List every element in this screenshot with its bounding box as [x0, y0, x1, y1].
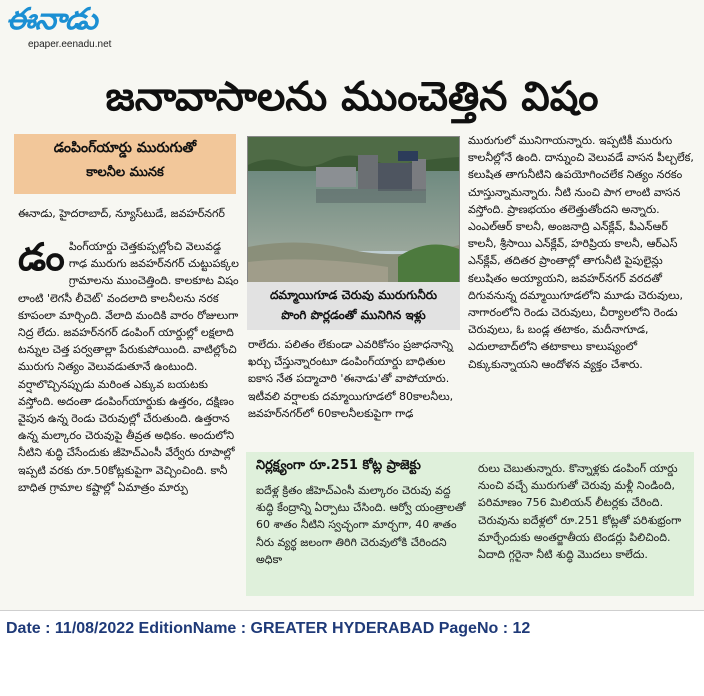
right-column-text: మురుగులో మునిగాయన్నారు. ఇప్పటికీ మురుగు కాలనీల్లోనే ఉంది. దాన్నుంచి వెలువడే వాసన పీల్చలేక, కలుషిత తాగునీటిని ఉపయోగించలేక నిత్యం నరకం చూస్తున్నామన్నారు. నీటి నుంచి పాగ లాంటి వాసన వస్తోంది. ప్రాణభయం తలెత్తుతోందని అన్నారు. ఎంఎల్‌ఆర్‌ కాలనీ, అంజనాద్రి ఎన్‌క్లేవ్‌, పీఎన్‌ఆర్‌ కాలనీ, శ్రీసాయి ఎన్‌క్లేవ్‌, హరిప్రియ కాలనీ, ఆర్‌ఎస్‌ ఎన్‌క్లేవ్‌, తదితర ప్రాంతాల్లో తాగునీటి పైపులైన్లు కలుషితం అయ్యాయని, జవహర్‌నగర్‌ వరదతో దిగువనున్న దమ్మాయిగూడలోని మూడు చెరువులు, నాగారంలోని రెండు చెరువులు, చీర్యాలలోని రెండు చెరువులు, ఓ బండ్ల తటాకం, మదీనాగూడ, ఎదులాబాద్‌లోని తటాకాలు కాలుష్యంలో చిక్కుకున్నాయని ఆందోళన వ్యక్తం చేశారు. — [468, 134, 694, 371]
boxed-story — [246, 452, 694, 596]
boxed-story-right-paragraph: రులు చెబుతున్నారు. కొన్నాళ్లకు డంపింగ్‌ యార్డు నుంచి వచ్చే మురుగుతో చెరువు మళ్లీ నిండింది, పరిమాణం 756 మిలియన్‌ లీటర్లకు చేరింది. చెరువును ఐదేళ్లలో రూ.251 కోట్లతో పరిశుభ్రంగా మార్చేందుకు అంతర్జాతీయ టెండర్లు పిలిచింది. ఏదాది గ్గరైనా నీటి శుద్ధి మొదలు కాలేదు. — [478, 462, 682, 562]
sub-heading-line2: కాలనీల మునక — [86, 165, 164, 180]
boxed-story-left-paragraph: ఐదేళ్ల క్రితం జీహెచ్‌ఎంసీ మల్కారం చెరువు వద్ద శుద్ధి కేంద్రాన్ని ఏర్పాటు చేసింది. ఆర్వో యంత్రాలతో 60 శాతం నీటిని స్వచ్ఛంగా మార్చగా, 40 శాతం నీరు వ్యర్థ జలంగా తిరిగి చెరువులోకి చేరిందని అధికా — [256, 484, 466, 566]
left-column-text: పింగ్‌యార్డు చెత్తకుప్పల్లోంచి వెలువడ్డ గాఢ మురుగు జవహర్‌నగర్‌ చుట్టుపక్కల గ్రామాలను ముంచెత్తింది. కాలకూట విషం లాంటి 'లెగసీ లీచెట్‌' వందలాది కాలనీలను నరక కూపంలా మార్చింది. వేలాది మందికి వారం రోజులుగా నిద్ర లేదు. జవహర్‌నగర్‌ డంపింగ్‌ యార్డుల్లో లక్షలాది టన్నుల చెత్త పర్వతాల్లా పేరుకుపోయింది. వాటిల్లోంచి మురుగు నిత్యం వెలువడుతూనే ఉంటుంది. వర్షాలొచ్చినప్పుడు మరింత ఎక్కువ బయటకు వస్తోంది. అదంతా డంపింగ్‌యార్డుకు ఉత్తరం, దక్షిణం వైపున ఉన్న రెండు చెరువుల్లో చేరుతుంది. ఉత్తరాన ఉన్న మల్కారం చెరువుపై తీవ్రత అధికం. అందులోని నీటిని శుద్ధి చేసేందుకు జీహెచ్‌ఎంసీ వేర్వేరు రూపాల్లో ఇప్పటి వరకు రూ.50కోట్లకుపైగా వెచ్చించింది. కానీ బాధిత గ్రామాల కష్టాల్లో ఏమాత్రం మార్పు — [18, 240, 239, 494]
headline: జనావాసాలను ముంచెత్తిన విషం — [105, 74, 599, 120]
middle-column — [248, 336, 460, 446]
caption-line2: పొంగి పొర్లడంతో మునిగిన ఇళ్లు — [281, 308, 426, 322]
byline: ఈనాడు, హైదరాబాద్‌, న్యూస్‌టుడే, జవహర్‌నగర్‌ — [18, 207, 225, 220]
right-column — [468, 132, 694, 448]
caption-line1: దమ్మాయిగూడ చెరువు మురుగునీరు — [269, 288, 438, 302]
sub-heading-line1: డంపింగ్‌యార్డు మురుగుతో — [53, 140, 197, 156]
epaper-site-label: epaper.eenadu.net — [28, 39, 112, 50]
boxed-story-right-text — [478, 460, 690, 590]
middle-column-text: రాలేదు. పలితం లేకుండా ఎవరికోసం ప్రజాధనాన్ని ఖర్చు చేస్తున్నారంటూ డంపింగ్‌యార్డు బాధితుల ఐకాస నేత పద్మాచారి 'ఈనాడు'తో వాపోయారు. ఇటీవలి వర్షాలకు దమ్మాయిగూడలో 80కాలనీలు, జవహర్‌నగర్‌లో 60కాలనీలకుపైగా గాఢ — [248, 338, 454, 420]
photo-caption — [247, 282, 460, 330]
boxed-story-left-text — [256, 482, 466, 592]
flooded-houses-image — [248, 137, 459, 283]
left-column — [18, 238, 240, 600]
boxed-story-heading: నిర్లక్ష్యంగా రూ.251 కోట్ల ప్రాజెక్టు — [256, 458, 421, 473]
dropcap: డం — [18, 238, 65, 279]
edition-footer: Date : 11/08/2022 EditionName : GREATER HYDERABAD PageNo : 12 — [6, 620, 531, 637]
lake-photo — [247, 136, 460, 284]
masthead-logo: ఈనాడు — [6, 2, 97, 37]
sub-heading-box — [14, 134, 236, 194]
